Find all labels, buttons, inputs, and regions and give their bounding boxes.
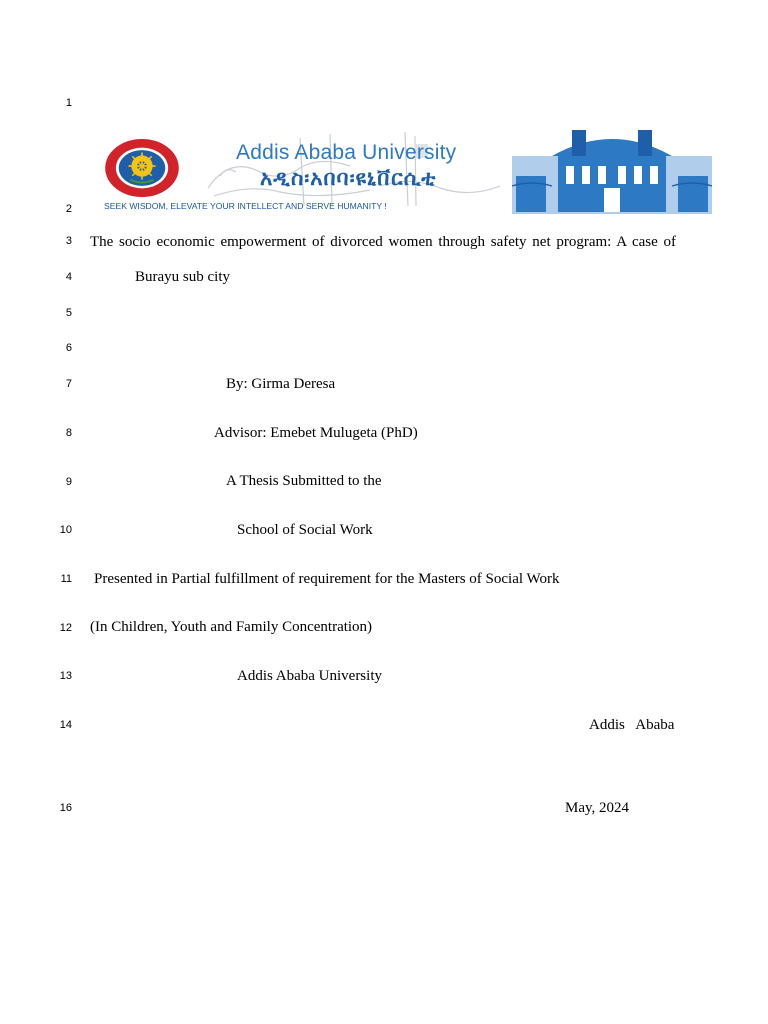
fulfillment-line: Presented in Partial fulfillment of requirement for the Masters of Social Work [94,571,560,587]
author-line: By: Girma Deresa [226,376,336,392]
line-number-10: 10 [59,524,72,536]
university-name-english: Addis Ababa University [236,141,457,164]
line-number-14: 14 [59,719,72,731]
thesis-title-line-1: The socio economic empowerment of divorced women through safety net program: A case of [90,234,676,250]
line-number-1: 1 [65,97,72,109]
line-number-7: 7 [65,378,72,390]
line-number-6: 6 [65,342,72,354]
school-line: School of Social Work [237,522,373,538]
line-number-16: 16 [59,802,72,814]
university-line: Addis Ababa University [237,668,382,684]
concentration-line: (In Children, Youth and Family Concentration) [90,619,373,635]
line-number-4: 4 [65,271,72,283]
line-number-3: 3 [65,235,72,247]
line-number-9: 9 [65,476,72,488]
university-building-illustration [512,126,712,216]
line-number-5: 5 [65,307,72,319]
date-line: May, 2024 [565,800,630,816]
university-seal-logo [103,137,181,199]
city-line: Addis Ababa [589,717,675,733]
advisor-line: Advisor: Emebet Mulugeta (PhD) [214,425,418,441]
university-motto: SEEK WISDOM, ELEVATE YOUR INTELLECT AND SERVE HUMANITY ! [104,201,387,211]
line-number-2: 2 [65,203,72,215]
line-number-12: 12 [59,622,72,634]
line-number-8: 8 [65,427,72,439]
thesis-title-line-2: Burayu sub city [135,269,230,285]
line-number-11: 11 [60,573,72,585]
line-number-13: 13 [59,670,72,682]
university-name-amharic: አዲስ፡አበባ፡ዩኒቨርሲቲ [260,166,437,190]
submission-line: A Thesis Submitted to the [226,473,382,489]
university-banner [100,126,712,216]
